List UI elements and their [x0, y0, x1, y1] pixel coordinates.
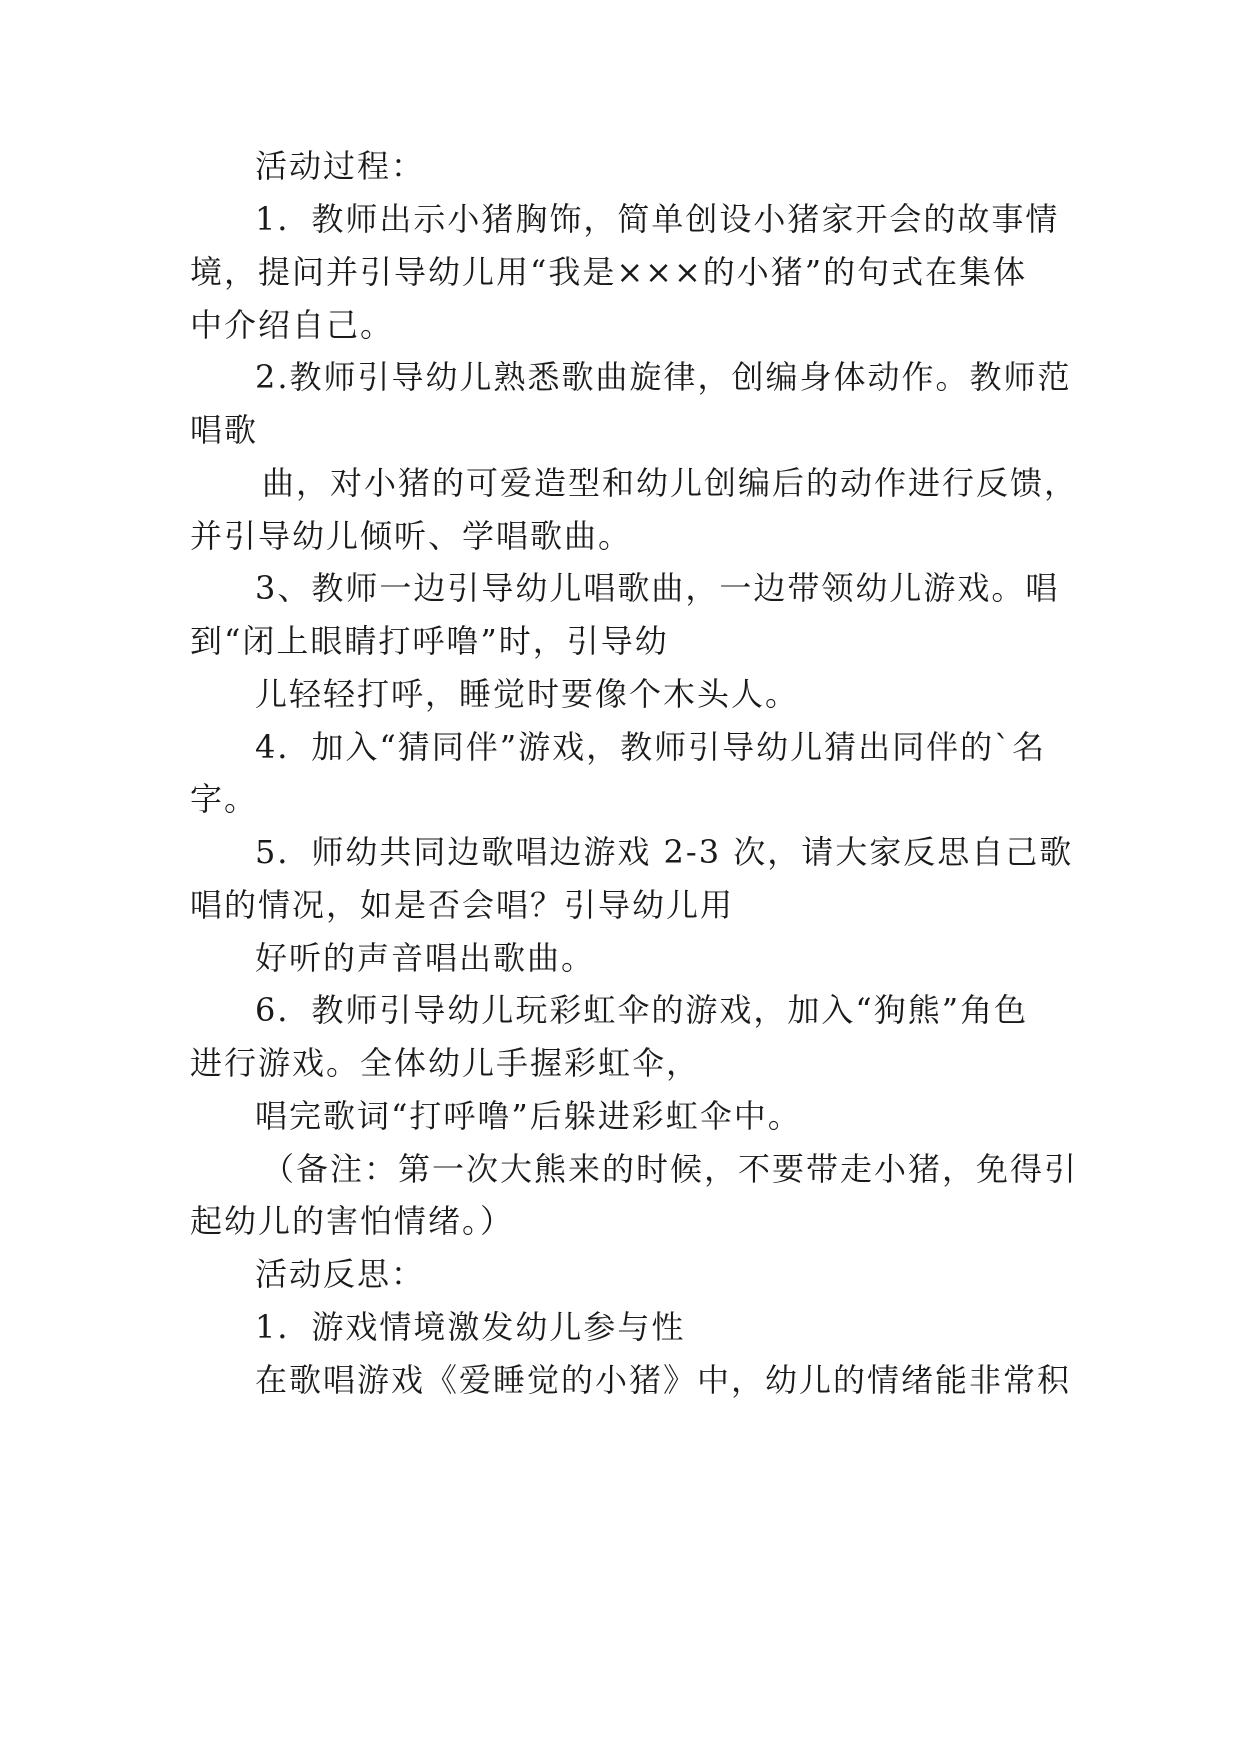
paragraph-line: 曲，对小猪的可爱造型和幼儿创编后的动作进行反馈， — [262, 464, 1079, 502]
paragraph-line: 在歌唱游戏《爱睡觉的小猪》中，幼儿的情绪能非常积 — [255, 1361, 1072, 1399]
paragraph-line: 中介绍自己。 — [190, 306, 395, 344]
paragraph-line: 4．加入“猜同伴”游戏，教师引导幼儿猜出同伴的`名 — [255, 728, 1047, 766]
note-line: 起幼儿的害怕情绪。） — [190, 1202, 515, 1240]
paragraph-line: 字。 — [190, 780, 259, 818]
paragraph-line: 唱的情况，如是否会唱？引导幼儿用 — [190, 886, 735, 924]
paragraph-line: 儿轻轻打呼，睡觉时要像个木头人。 — [255, 675, 800, 713]
note-line: （备注：第一次大熊来的时候，不要带走小猪，免得引 — [262, 1150, 1079, 1188]
paragraph-line: 6．教师引导幼儿玩彩虹伞的游戏，加入“狗熊”角色 — [255, 991, 1029, 1029]
paragraph-line: 到“闭上眼睛打呼噜”时，引导幼 — [190, 622, 669, 660]
paragraph-line: 好听的声音唱出歌曲。 — [255, 939, 596, 977]
paragraph-line: 并引导幼儿倾听、学唱歌曲。 — [190, 517, 633, 555]
paragraph-line: 进行游戏。全体幼儿手握彩虹伞， — [190, 1044, 701, 1082]
paragraph-line: 境，提问并引导幼儿用“我是×××的小猪”的句式在集体 — [190, 253, 1028, 291]
subheading-line: 1．游戏情境激发幼儿参与性 — [255, 1308, 686, 1346]
section-heading-process: 活动过程： — [255, 147, 426, 185]
paragraph-line: 唱完歌词“打呼噜”后躲进彩虹伞中。 — [255, 1097, 802, 1135]
paragraph-line: 唱歌 — [190, 411, 259, 449]
paragraph-line: 3、教师一边引导幼儿唱歌曲，一边带领幼儿游戏。唱 — [255, 569, 1060, 607]
paragraph-line: 1．教师出示小猪胸饰，简单创设小猪家开会的故事情 — [255, 200, 1060, 238]
paragraph-line: 2.教师引导幼儿熟悉歌曲旋律，创编身体动作。教师范 — [255, 358, 1072, 396]
section-heading-reflection: 活动反思： — [255, 1255, 426, 1293]
paragraph-line: 5．师幼共同边歌唱边游戏 2-3 次，请大家反思自己歌 — [255, 833, 1074, 871]
